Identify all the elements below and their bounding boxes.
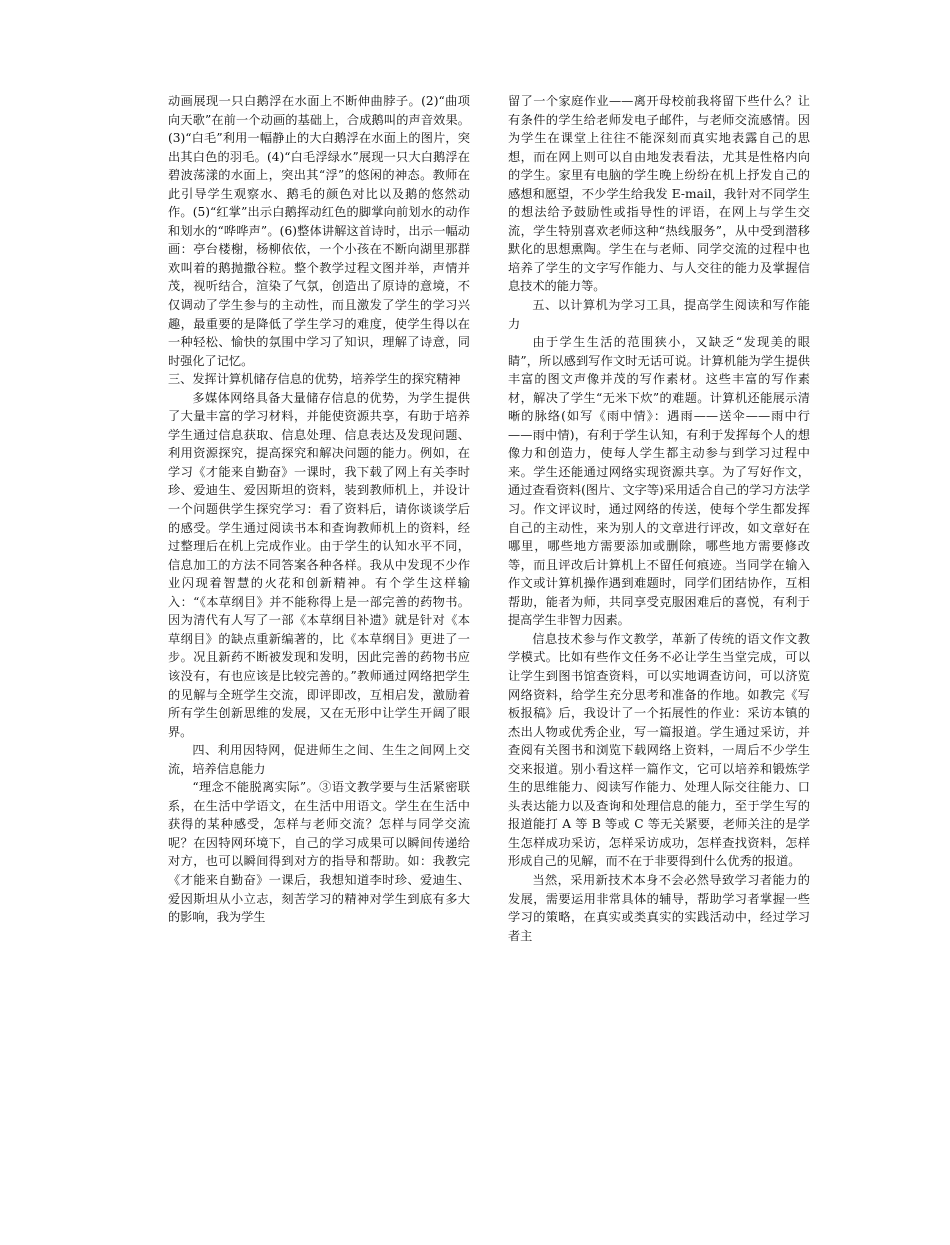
left-paragraph-1: 动画展现一只白鹅浮在水面上不断伸曲脖子。(2)“曲项向天歌”在前一个动画的基础上，合成鹅叫的声音效果。(3)“白毛”利用一幅静止的大白鹅浮在水面上的图片，突出其白色的羽毛。(4)“白毛浮绿水”展现一只大白鹅浮在碧波荡漾的水面上，突出其“浮”的悠闲的神态。教师在此引导学生观察水、鹅毛的颜色对比以及鹅的悠然动作。(5)“红掌”出示白鹅挥动红色的脚掌向前划水的动作和划水的“哗哗声”。(6)整体讲解这首诗时，出示一幅动画：亭台楼榭，杨柳依依，一个小孩在不断向湖里那群欢叫着的鹅抛撒谷粒。整个教学过程文图并举，声情并茂，视听结合，渲染了气氛，创造出了原诗的意境，不仅调动了学生参与的主动性，而且激发了学生的学习兴趣，最重要的是降低了学生学习的难度，使学生得以在一种轻松、愉快的氛围中学习了知识，理解了诗意，同时强化了记忆。 [168,94,470,368]
right-paragraph-2: 由于学生生活的范围狭小，又缺乏“发现美的眼睛”，所以感到写作文时无话可说。计算机能为学生提供丰富的图文声像并茂的写作素材。这些丰富的写作素材，解决了学生“无米下炊”的难题。计算机还能展示清晰的脉络(如写《雨中情》：遇雨——送伞——雨中行——雨中情)，有利于学生认知，有利于发挥每个人的想像力和创造力，使每人学生都主动参与到学习过程中来。学生还能通过网络实现资源共享。为了写好作文，通过查看资料(图片、文字等)采用适合自己的学习方法学习。作文评议时，通过网络的传送，使每个学生都发挥自己的主动性，来为别人的文章进行评改，如文章好在哪里，哪些地方需要添加或删除，哪些地方需要修改等，而且评改后计算机上不留任何痕迹。当同学在输入作文或计算机操作遇到难题时，同学们团结协作，互相帮助，能者为师，共同享受克服困难后的喜悦，有利于提高学生非智力因素。 [508,335,811,628]
left-paragraph-3: “理念不能脱离实际”。③语文教学要与生活紧密联系，在生活中学语文，在生活中用语文。学生在生活中获得的某种感受，怎样与老师交流？怎样与同学交流呢？在因特网环境下，自己的学习成果可以瞬间传递给对方，也可以瞬间得到对方的指导和帮助。如：我教完《才能来自勤奋》一课后，我想知道李时珍、爱迪生、爱因斯坦从小立志，刻苦学习的精神对学生到底有多大的影响，我为学生 [168,780,470,925]
document-page [168,92,811,943]
section-heading-3: 三、发挥计算机储存信息的优势，培养学生的探究精神 [168,372,461,387]
right-paragraph-1: 留了一个家庭作业——离开母校前我将留下些什么？让有条件的学生给老师发电子邮件，与老师交流感情。因为学生在课堂上往往不能深刻而真实地表露自己的思想，而在网上则可以自由地发表看法，尤其是性格内向的学生。家里有电脑的学生晚上纷纷在机上抒发自己的感想和愿望，不少学生给我发 E-mail，我针对不同学生的想法给予鼓励性或指导性的评语，在网上与学生交流，学生特别喜欢老师这种“热线服务”，从中受到潜移默化的思想熏陶。学生在与老师、同学交流的过程中也培养了学生的文字写作能力、与人交往的能力及掌握信息技术的能力等。 [508,94,810,294]
left-paragraph-2: 多媒体网络具备大量储存信息的优势，为学生提供了大量丰富的学习材料，并能使资源共享，有助于培养学生通过信息获取、信息处理、信息表达及发现问题、利用资源探究，提高探究和解决问题的能力。例如，在学习《才能来自勤奋》一课时，我下载了网上有关李时珍、爱迪生、爱因斯坦的资料，装到教师机上，并设计一个问题供学生探究学习：看了资料后，请你谈谈学后的感受。学生通过阅读书本和查询教师机上的资料，经过整理后在机上完成作业。由于学生的认知水平不同，信息加工的方法不同答案各种各样。我从中发现不少作业闪现着智慧的火花和创新精神。有个学生这样输入：“《本草纲目》并不能称得上是一部完善的药物书。因为清代有人写了一部《本草纲目补遗》就是针对《本草纲目》的缺点重新编著的，比《本草纲目》更进了一步。况且新药不断被发现和发明，因此完善的药物书应该没有，有也应该是比较完善的。”教师通过网络把学生的见解与全班学生交流，即评即改，互相启发，激励着所有学生创新思维的发展，又在无形中让学生开阔了眼界。 [168,390,470,739]
right-paragraph-3: 信息技术参与作文教学，革新了传统的语文作文教学模式。比如有些作文任务不必让学生当堂完成，可以让学生到图书馆查资料，可以实地调查访问，可以济览网络资料，给学生充分思考和准备的作地。如教完《写板报稿》后，我设计了一个拓展性的作业：采访本镇的杰出人物或优秀企业，写一篇报道。学生通过采访，并查阅有关图书和浏览下载网络上资料，一周后不少学生交来报道。别小看这样一篇作文，它可以培养和锻炼学生的思维能力、阅读写作能力、处理人际交往能力、口头表达能力以及查询和处理信息的能力，至于学生写的报道能打 A 等 B 等或 C 等无关紧要，老师关注的是学生怎样成功采访，怎样采访成功，怎样查找资料，怎样形成自己的见解，而不在于非要得到什么优秀的报道。 [508,631,810,869]
right-column [508,92,810,945]
section-heading-4: 四、利用因特网，促进师生之间、生生之间网上交流，培养信息能力 [168,743,470,776]
section-heading-5: 五、以计算机为学习工具，提高学生阅读和写作能力 [508,298,810,331]
right-paragraph-4: 当然，采用新技术本身不会必然导致学习者能力的发展，需要运用非常具体的辅导，帮助学习者掌握一些学习的策略，在真实或类真实的实践活动中，经过学习者主 [508,872,810,943]
left-column [168,92,470,927]
